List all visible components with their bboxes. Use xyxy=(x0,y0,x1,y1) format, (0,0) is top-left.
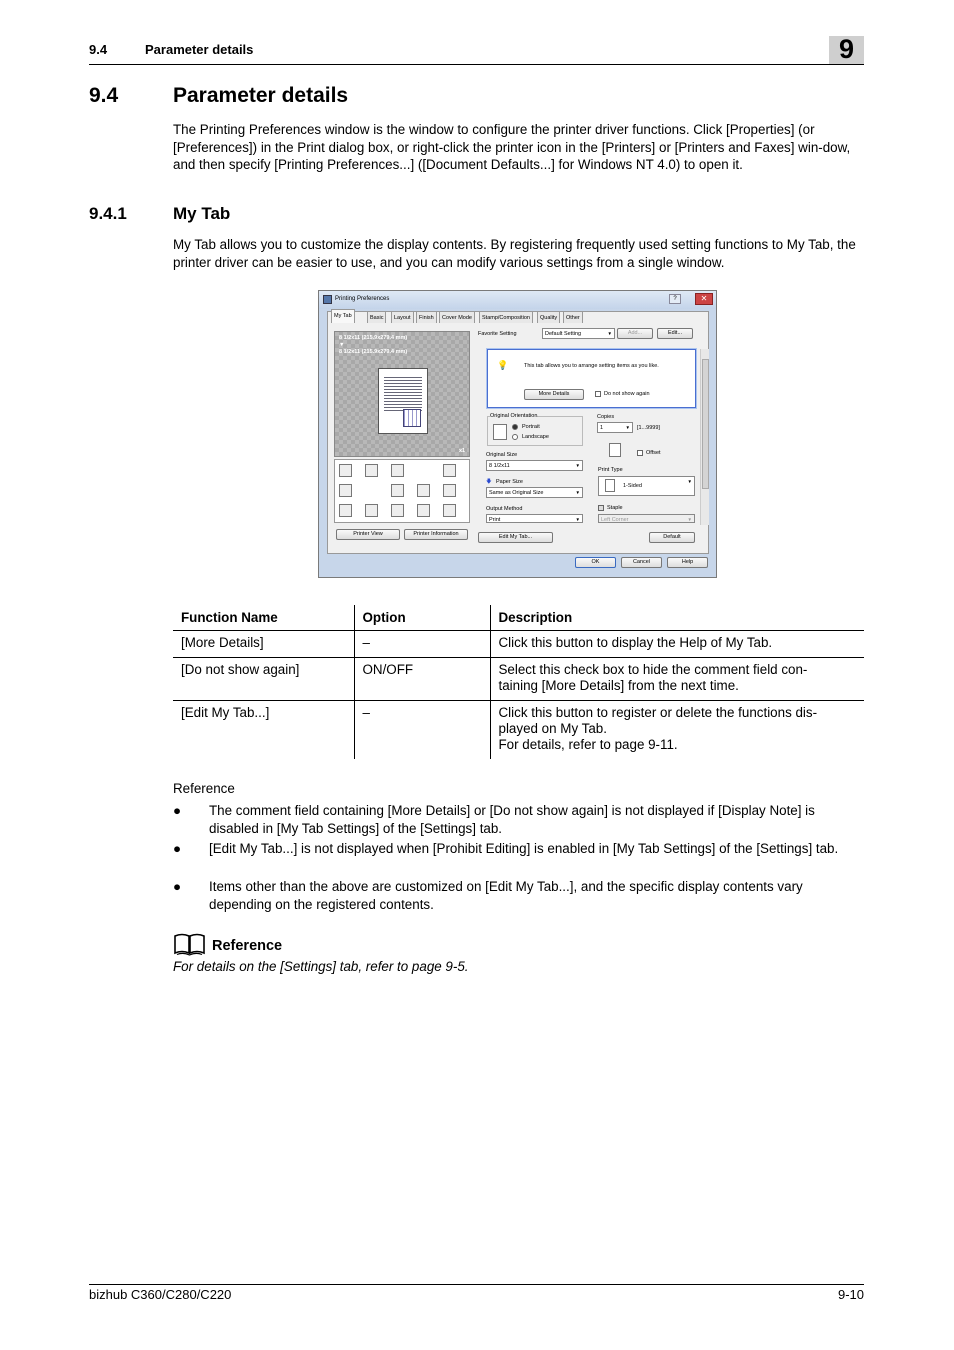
punch-icon[interactable] xyxy=(339,504,352,517)
header-section-number: 9.4 xyxy=(89,42,108,57)
footer-rule xyxy=(89,1284,864,1285)
dialog-titlebar xyxy=(319,291,716,309)
scrollbar-thumb[interactable] xyxy=(702,359,709,489)
printer-information-button[interactable]: Printer Information xyxy=(404,529,468,540)
landscape-radio[interactable] xyxy=(512,434,518,440)
offset-label: Offset xyxy=(646,450,661,456)
table-header: Function Name xyxy=(173,605,354,630)
preview-arrow: ▼ xyxy=(339,342,345,348)
overlay-icon[interactable] xyxy=(443,504,456,517)
page-preview xyxy=(334,331,470,457)
edit-my-tab-button[interactable]: Edit My Tab... xyxy=(478,532,553,543)
favorite-setting-select[interactable]: Default Setting ▼ xyxy=(542,328,615,339)
copies-range: [1...9999] xyxy=(637,425,660,431)
staple-position-select[interactable]: Left Corner ▼ xyxy=(598,514,695,523)
comment-text: This tab allows you to arrange setting items as you like. xyxy=(524,363,659,369)
tab-finish[interactable]: Finish xyxy=(416,311,437,323)
footer-product: bizhub C360/C280/C220 xyxy=(89,1287,232,1302)
table-cell: [Do not show again] xyxy=(173,657,354,700)
favorite-setting-label: Favorite Setting xyxy=(478,331,517,337)
footer-page-number: 9-10 xyxy=(837,1287,864,1302)
bullet-text: The comment field containing [More Details] or [Do not show again] is not displayed if [Display Note] is disabled in [My Tab Settings] of the [Settings] tab. xyxy=(209,803,815,836)
table-cell: [Edit My Tab...] xyxy=(181,704,270,720)
section-heading-number: 9.4 xyxy=(89,84,119,107)
duplex-icon[interactable] xyxy=(417,484,430,497)
table-row xyxy=(173,657,864,700)
desc-line: Click this button to register or delete the functions dis- xyxy=(498,704,818,720)
desc-line: taining [More Details] from the next time. xyxy=(498,677,739,693)
edit-button[interactable]: Edit... xyxy=(657,328,693,339)
offset-checkbox[interactable] xyxy=(637,450,643,456)
desc-line: For details, refer to page 9-11. xyxy=(498,736,678,752)
bullet-text: [Edit My Tab...] is not displayed when [Prohibit Editing] is enabled in [My Tab Settings] of the [Settings] tab. xyxy=(209,841,839,856)
paper-size-select[interactable]: Same as Original Size ▼ xyxy=(486,487,583,498)
ok-button[interactable]: OK xyxy=(575,557,616,568)
tab-basic[interactable]: Basic xyxy=(367,311,386,323)
portrait-label: Portrait xyxy=(522,424,540,430)
table-cell: – xyxy=(354,700,490,759)
table-header-row xyxy=(173,605,864,630)
original-size-label: Original Size xyxy=(486,452,518,458)
combine-icon[interactable] xyxy=(339,464,352,477)
staple-icon[interactable] xyxy=(443,484,456,497)
staple-label: Staple xyxy=(607,505,623,511)
do-not-show-checkbox[interactable] xyxy=(595,391,601,397)
dialog-title: Printing Preferences xyxy=(335,296,390,302)
table-header: Option xyxy=(354,605,490,630)
preview-count: x1 xyxy=(459,448,466,454)
section-heading-title: Parameter details xyxy=(173,84,349,107)
portrait-icon xyxy=(493,424,507,440)
mytab-paragraph: My Tab allows you to customize the display contents. By registering frequently used setting functions to My Tab, the printer driver can be easier to use, and you can modify various settings from a single window. xyxy=(173,237,856,270)
parameter-table xyxy=(173,605,864,759)
tab-other[interactable]: Other xyxy=(563,311,583,323)
preview-size-2: 8 1/2x11 (215.9x279.4 mm) xyxy=(339,349,408,355)
print-type-icon xyxy=(605,479,615,492)
layout-icon[interactable] xyxy=(391,464,404,477)
header-section-title: Parameter details xyxy=(145,42,254,57)
print-type-select[interactable]: 1-Sided ▼ xyxy=(598,476,695,496)
paper-size-icon: 🡇 xyxy=(486,479,492,485)
cancel-button[interactable]: Cancel xyxy=(621,557,662,568)
table-cell: – xyxy=(354,630,490,657)
copies-label: Copies xyxy=(597,414,615,420)
tab-quality[interactable]: Quality xyxy=(537,311,560,323)
header-rule xyxy=(89,64,864,65)
reference-text[interactable]: For details on the [Settings] tab, refer to page 9-5. xyxy=(173,959,469,974)
table-cell xyxy=(490,700,864,759)
add-button[interactable]: Add... xyxy=(617,328,653,339)
print-type-label: Print Type xyxy=(598,467,623,473)
portrait-radio[interactable] xyxy=(512,424,518,430)
reference-label: Reference xyxy=(173,781,235,796)
copies-icon xyxy=(609,443,621,457)
tab-my-tab[interactable]: My Tab xyxy=(331,309,355,323)
tab-cover-mode[interactable]: Cover Mode xyxy=(439,311,475,323)
landscape-label: Landscape xyxy=(522,434,549,440)
scrollbar[interactable] xyxy=(700,349,709,525)
printer-view-button[interactable]: Printer View xyxy=(336,529,400,540)
table-row xyxy=(173,630,864,657)
bullet-icon: ● xyxy=(173,879,182,894)
copies-input[interactable]: 1 ▼ xyxy=(597,422,633,433)
bullet-icon: ● xyxy=(173,841,182,856)
stamp-icon[interactable] xyxy=(365,504,378,517)
section-heading xyxy=(89,84,349,108)
orientation-icon[interactable] xyxy=(391,484,404,497)
lightbulb-icon: 💡 xyxy=(497,360,509,370)
original-size-select[interactable]: 8 1/2x11 ▼ xyxy=(486,460,583,471)
reference-title: Reference xyxy=(212,938,283,954)
subsection-heading xyxy=(89,204,231,224)
preview-paper xyxy=(378,368,428,434)
preview-size-1: 8 1/2x11 (215.9x279.4 mm) xyxy=(339,335,408,341)
subsection-heading-number: 9.4.1 xyxy=(89,204,127,223)
output-method-select[interactable]: Print ▼ xyxy=(486,514,583,523)
chapter-number: 9 xyxy=(838,34,855,64)
tab-stamp-composition[interactable]: Stamp/Composition xyxy=(479,311,533,323)
color-icon[interactable] xyxy=(391,504,404,517)
help-button[interactable]: Help xyxy=(667,557,708,568)
booklet-icon[interactable] xyxy=(443,464,456,477)
bullet-text: Items other than the above are customized on [Edit My Tab...], and the specific display contents vary depending on the registered contents. xyxy=(209,879,803,912)
tab-layout[interactable]: Layout xyxy=(391,311,414,323)
more-details-button[interactable]: More Details xyxy=(524,389,584,400)
paper-grid xyxy=(403,409,421,427)
paper-lines xyxy=(384,375,422,411)
function-icon-area xyxy=(334,459,470,523)
zoom-icon[interactable] xyxy=(365,464,378,477)
printing-preferences-screenshot xyxy=(318,290,717,578)
help-icon[interactable]: ? xyxy=(669,294,681,304)
desc-line: played on My Tab. xyxy=(498,720,607,736)
subsection-heading-title: My Tab xyxy=(173,204,231,223)
table-cell: ON/OFF xyxy=(354,657,490,700)
watermark-icon[interactable] xyxy=(417,504,430,517)
comment-field xyxy=(487,349,696,408)
paper-size-label: Paper Size xyxy=(496,479,523,485)
desc-line: Select this check box to hide the comment field con- xyxy=(498,661,808,677)
default-button[interactable]: Default xyxy=(649,532,695,543)
table-cell: [More Details] xyxy=(173,630,354,657)
printer-icon xyxy=(323,295,332,304)
bullet-icon: ● xyxy=(173,803,182,818)
do-not-show-label: Do not show again xyxy=(604,391,650,397)
table-header: Description xyxy=(490,605,864,630)
table-cell xyxy=(490,630,864,657)
table-cell xyxy=(490,657,864,700)
copy-icon[interactable] xyxy=(339,484,352,497)
book-icon xyxy=(173,932,207,956)
close-icon[interactable]: ✕ xyxy=(695,293,713,305)
intro-paragraph: The Printing Preferences window is the window to configure the printer driver functions. Click [Properties] (or [Preferences]) in the Print dialog box, or right-click the printer icon in the [Printers] or [Printers and Faxes] win-dow, and then specify [Printing Preferences...] ([Document Defaults...] for Windows NT 4.0) to open it. xyxy=(173,122,851,173)
orientation-label: Original Orientation xyxy=(490,413,538,419)
output-method-label: Output Method xyxy=(486,506,523,512)
staple-checkbox[interactable] xyxy=(598,505,604,511)
desc-line: Click this button to display the Help of My Tab. xyxy=(498,634,773,650)
table-row xyxy=(173,700,864,759)
